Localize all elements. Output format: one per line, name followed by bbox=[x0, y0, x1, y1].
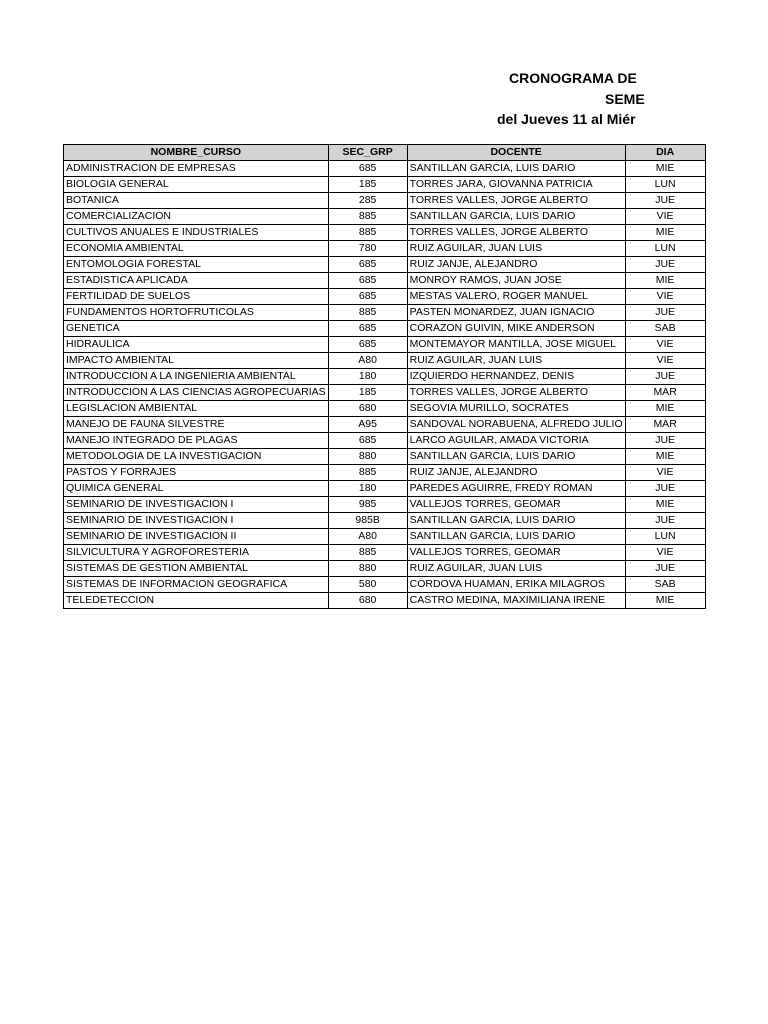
day-cell: JUE bbox=[625, 193, 705, 209]
table-row bbox=[64, 369, 706, 385]
document-header bbox=[0, 0, 768, 140]
teacher-cell: SANDOVAL NORABUENA, ALFREDO JULIO bbox=[407, 417, 625, 433]
column-header-course: NOMBRE_CURSO bbox=[64, 145, 329, 161]
day-cell: JUE bbox=[625, 257, 705, 273]
teacher-cell: VALLEJOS TORRES, GEOMAR bbox=[407, 497, 625, 513]
column-header-section: SEC_GRP bbox=[328, 145, 407, 161]
section-group-cell: A80 bbox=[328, 529, 407, 545]
table-row bbox=[64, 177, 706, 193]
section-group-cell: 285 bbox=[328, 193, 407, 209]
table-row bbox=[64, 593, 706, 609]
course-name-cell: METODOLOGIA DE LA INVESTIGACION bbox=[64, 449, 329, 465]
course-name-cell: FUNDAMENTOS HORTOFRUTICOLAS bbox=[64, 305, 329, 321]
day-cell: VIE bbox=[625, 465, 705, 481]
table-row bbox=[64, 449, 706, 465]
course-name-cell: SILVICULTURA Y AGROFORESTERIA bbox=[64, 545, 329, 561]
teacher-cell: SANTILLAN GARCIA, LUIS DARIO bbox=[407, 161, 625, 177]
section-group-cell: A80 bbox=[328, 353, 407, 369]
teacher-cell: MONROY RAMOS, JUAN JOSE bbox=[407, 273, 625, 289]
day-cell: JUE bbox=[625, 561, 705, 577]
course-name-cell: MANEJO DE FAUNA SILVESTRE bbox=[64, 417, 329, 433]
course-name-cell: GENETICA bbox=[64, 321, 329, 337]
section-group-cell: 985B bbox=[328, 513, 407, 529]
teacher-cell: TORRES JARA, GIOVANNA PATRICIA bbox=[407, 177, 625, 193]
day-cell: JUE bbox=[625, 481, 705, 497]
day-cell: SAB bbox=[625, 577, 705, 593]
day-cell: JUE bbox=[625, 305, 705, 321]
course-name-cell: SEMINARIO DE INVESTIGACION I bbox=[64, 513, 329, 529]
section-group-cell: 580 bbox=[328, 577, 407, 593]
section-group-cell: 685 bbox=[328, 321, 407, 337]
teacher-cell: RUIZ AGUILAR, JUAN LUIS bbox=[407, 561, 625, 577]
section-group-cell: A95 bbox=[328, 417, 407, 433]
teacher-cell: TORRES VALLES, JORGE ALBERTO bbox=[407, 193, 625, 209]
teacher-cell: CASTRO MEDINA, MAXIMILIANA IRENE bbox=[407, 593, 625, 609]
teacher-cell: SANTILLAN GARCIA, LUIS DARIO bbox=[407, 529, 625, 545]
day-cell: MIE bbox=[625, 225, 705, 241]
table-row bbox=[64, 353, 706, 369]
course-name-cell: SISTEMAS DE GESTION AMBIENTAL bbox=[64, 561, 329, 577]
teacher-cell: SEGOVIA MURILLO, SOCRATES bbox=[407, 401, 625, 417]
teacher-cell: SANTILLAN GARCIA, LUIS DARIO bbox=[407, 209, 625, 225]
table-row bbox=[64, 161, 706, 177]
day-cell: LUN bbox=[625, 241, 705, 257]
title-line-1: CRONOGRAMA DE bbox=[509, 70, 637, 86]
section-group-cell: 880 bbox=[328, 449, 407, 465]
table-row bbox=[64, 385, 706, 401]
course-name-cell: MANEJO INTEGRADO DE PLAGAS bbox=[64, 433, 329, 449]
course-name-cell: SISTEMAS DE INFORMACION GEOGRAFICA bbox=[64, 577, 329, 593]
course-name-cell: SEMINARIO DE INVESTIGACION I bbox=[64, 497, 329, 513]
section-group-cell: 180 bbox=[328, 481, 407, 497]
day-cell: JUE bbox=[625, 513, 705, 529]
table-row bbox=[64, 529, 706, 545]
table-row bbox=[64, 289, 706, 305]
section-group-cell: 885 bbox=[328, 545, 407, 561]
table-body bbox=[64, 161, 706, 609]
teacher-cell: LARCO AGUILAR, AMADA VICTORIA bbox=[407, 433, 625, 449]
table-row bbox=[64, 561, 706, 577]
day-cell: VIE bbox=[625, 289, 705, 305]
teacher-cell: SANTILLAN GARCIA, LUIS DARIO bbox=[407, 449, 625, 465]
table-row bbox=[64, 209, 706, 225]
section-group-cell: 185 bbox=[328, 177, 407, 193]
teacher-cell: RUIZ JANJE, ALEJANDRO bbox=[407, 257, 625, 273]
section-group-cell: 885 bbox=[328, 225, 407, 241]
section-group-cell: 680 bbox=[328, 593, 407, 609]
table-row bbox=[64, 193, 706, 209]
table-row bbox=[64, 497, 706, 513]
column-header-teacher: DOCENTE bbox=[407, 145, 625, 161]
schedule-table bbox=[63, 144, 706, 609]
table-header-row bbox=[64, 145, 706, 161]
section-group-cell: 685 bbox=[328, 257, 407, 273]
table-row bbox=[64, 257, 706, 273]
course-name-cell: HIDRAULICA bbox=[64, 337, 329, 353]
course-name-cell: ADMINISTRACION DE EMPRESAS bbox=[64, 161, 329, 177]
section-group-cell: 685 bbox=[328, 289, 407, 305]
section-group-cell: 185 bbox=[328, 385, 407, 401]
section-group-cell: 885 bbox=[328, 209, 407, 225]
table-row bbox=[64, 465, 706, 481]
teacher-cell: MESTAS VALERO, ROGER MANUEL bbox=[407, 289, 625, 305]
section-group-cell: 685 bbox=[328, 161, 407, 177]
section-group-cell: 880 bbox=[328, 561, 407, 577]
table-row bbox=[64, 481, 706, 497]
day-cell: MIE bbox=[625, 273, 705, 289]
section-group-cell: 685 bbox=[328, 337, 407, 353]
course-name-cell: IMPACTO AMBIENTAL bbox=[64, 353, 329, 369]
section-group-cell: 680 bbox=[328, 401, 407, 417]
teacher-cell: IZQUIERDO HERNANDEZ, DENIS bbox=[407, 369, 625, 385]
day-cell: VIE bbox=[625, 337, 705, 353]
teacher-cell: RUIZ AGUILAR, JUAN LUIS bbox=[407, 353, 625, 369]
teacher-cell: TORRES VALLES, JORGE ALBERTO bbox=[407, 385, 625, 401]
date-range-line: del Jueves 11 al Miér bbox=[497, 111, 636, 127]
course-name-cell: LEGISLACION AMBIENTAL bbox=[64, 401, 329, 417]
table-row bbox=[64, 513, 706, 529]
teacher-cell: SANTILLAN GARCIA, LUIS DARIO bbox=[407, 513, 625, 529]
course-name-cell: QUIMICA GENERAL bbox=[64, 481, 329, 497]
table-row bbox=[64, 305, 706, 321]
section-group-cell: 885 bbox=[328, 465, 407, 481]
teacher-cell: MONTEMAYOR MANTILLA, JOSE MIGUEL bbox=[407, 337, 625, 353]
course-name-cell: ECONOMIA AMBIENTAL bbox=[64, 241, 329, 257]
course-name-cell: FERTILIDAD DE SUELOS bbox=[64, 289, 329, 305]
table-row bbox=[64, 401, 706, 417]
table-row bbox=[64, 225, 706, 241]
day-cell: VIE bbox=[625, 545, 705, 561]
day-cell: JUE bbox=[625, 369, 705, 385]
table-row bbox=[64, 545, 706, 561]
course-name-cell: TELEDETECCION bbox=[64, 593, 329, 609]
teacher-cell: RUIZ JANJE, ALEJANDRO bbox=[407, 465, 625, 481]
course-name-cell: PASTOS Y FORRAJES bbox=[64, 465, 329, 481]
teacher-cell: CORAZON GUIVIN, MIKE ANDERSON bbox=[407, 321, 625, 337]
table-row bbox=[64, 433, 706, 449]
day-cell: LUN bbox=[625, 529, 705, 545]
section-group-cell: 985 bbox=[328, 497, 407, 513]
course-name-cell: INTRODUCCION A LA INGENIERIA AMBIENTAL bbox=[64, 369, 329, 385]
course-name-cell: SEMINARIO DE INVESTIGACION II bbox=[64, 529, 329, 545]
course-name-cell: INTRODUCCION A LAS CIENCIAS AGROPECUARIAS bbox=[64, 385, 329, 401]
day-cell: MAR bbox=[625, 417, 705, 433]
teacher-cell: RUIZ AGUILAR, JUAN LUIS bbox=[407, 241, 625, 257]
day-cell: MIE bbox=[625, 161, 705, 177]
table-row bbox=[64, 321, 706, 337]
section-group-cell: 780 bbox=[328, 241, 407, 257]
day-cell: SAB bbox=[625, 321, 705, 337]
course-name-cell: BOTANICA bbox=[64, 193, 329, 209]
section-group-cell: 685 bbox=[328, 273, 407, 289]
table-row bbox=[64, 337, 706, 353]
day-cell: LUN bbox=[625, 177, 705, 193]
course-name-cell: CULTIVOS ANUALES E INDUSTRIALES bbox=[64, 225, 329, 241]
section-group-cell: 180 bbox=[328, 369, 407, 385]
course-name-cell: ESTADISTICA APLICADA bbox=[64, 273, 329, 289]
table-row bbox=[64, 273, 706, 289]
section-group-cell: 685 bbox=[328, 433, 407, 449]
day-cell: MIE bbox=[625, 593, 705, 609]
title-line-2: SEME bbox=[605, 91, 645, 107]
teacher-cell: PAREDES AGUIRRE, FREDY ROMAN bbox=[407, 481, 625, 497]
day-cell: MAR bbox=[625, 385, 705, 401]
teacher-cell: CORDOVA HUAMAN, ERIKA MILAGROS bbox=[407, 577, 625, 593]
table-row bbox=[64, 417, 706, 433]
day-cell: MIE bbox=[625, 449, 705, 465]
table-row bbox=[64, 577, 706, 593]
day-cell: VIE bbox=[625, 353, 705, 369]
day-cell: MIE bbox=[625, 401, 705, 417]
teacher-cell: PASTEN MONARDEZ, JUAN IGNACIO bbox=[407, 305, 625, 321]
table-row bbox=[64, 241, 706, 257]
section-group-cell: 885 bbox=[328, 305, 407, 321]
day-cell: VIE bbox=[625, 209, 705, 225]
day-cell: JUE bbox=[625, 433, 705, 449]
course-name-cell: COMERCIALIZACION bbox=[64, 209, 329, 225]
course-name-cell: ENTOMOLOGIA FORESTAL bbox=[64, 257, 329, 273]
teacher-cell: VALLEJOS TORRES, GEOMAR bbox=[407, 545, 625, 561]
teacher-cell: TORRES VALLES, JORGE ALBERTO bbox=[407, 225, 625, 241]
course-name-cell: BIOLOGIA GENERAL bbox=[64, 177, 329, 193]
day-cell: MIE bbox=[625, 497, 705, 513]
column-header-day: DIA bbox=[625, 145, 705, 161]
